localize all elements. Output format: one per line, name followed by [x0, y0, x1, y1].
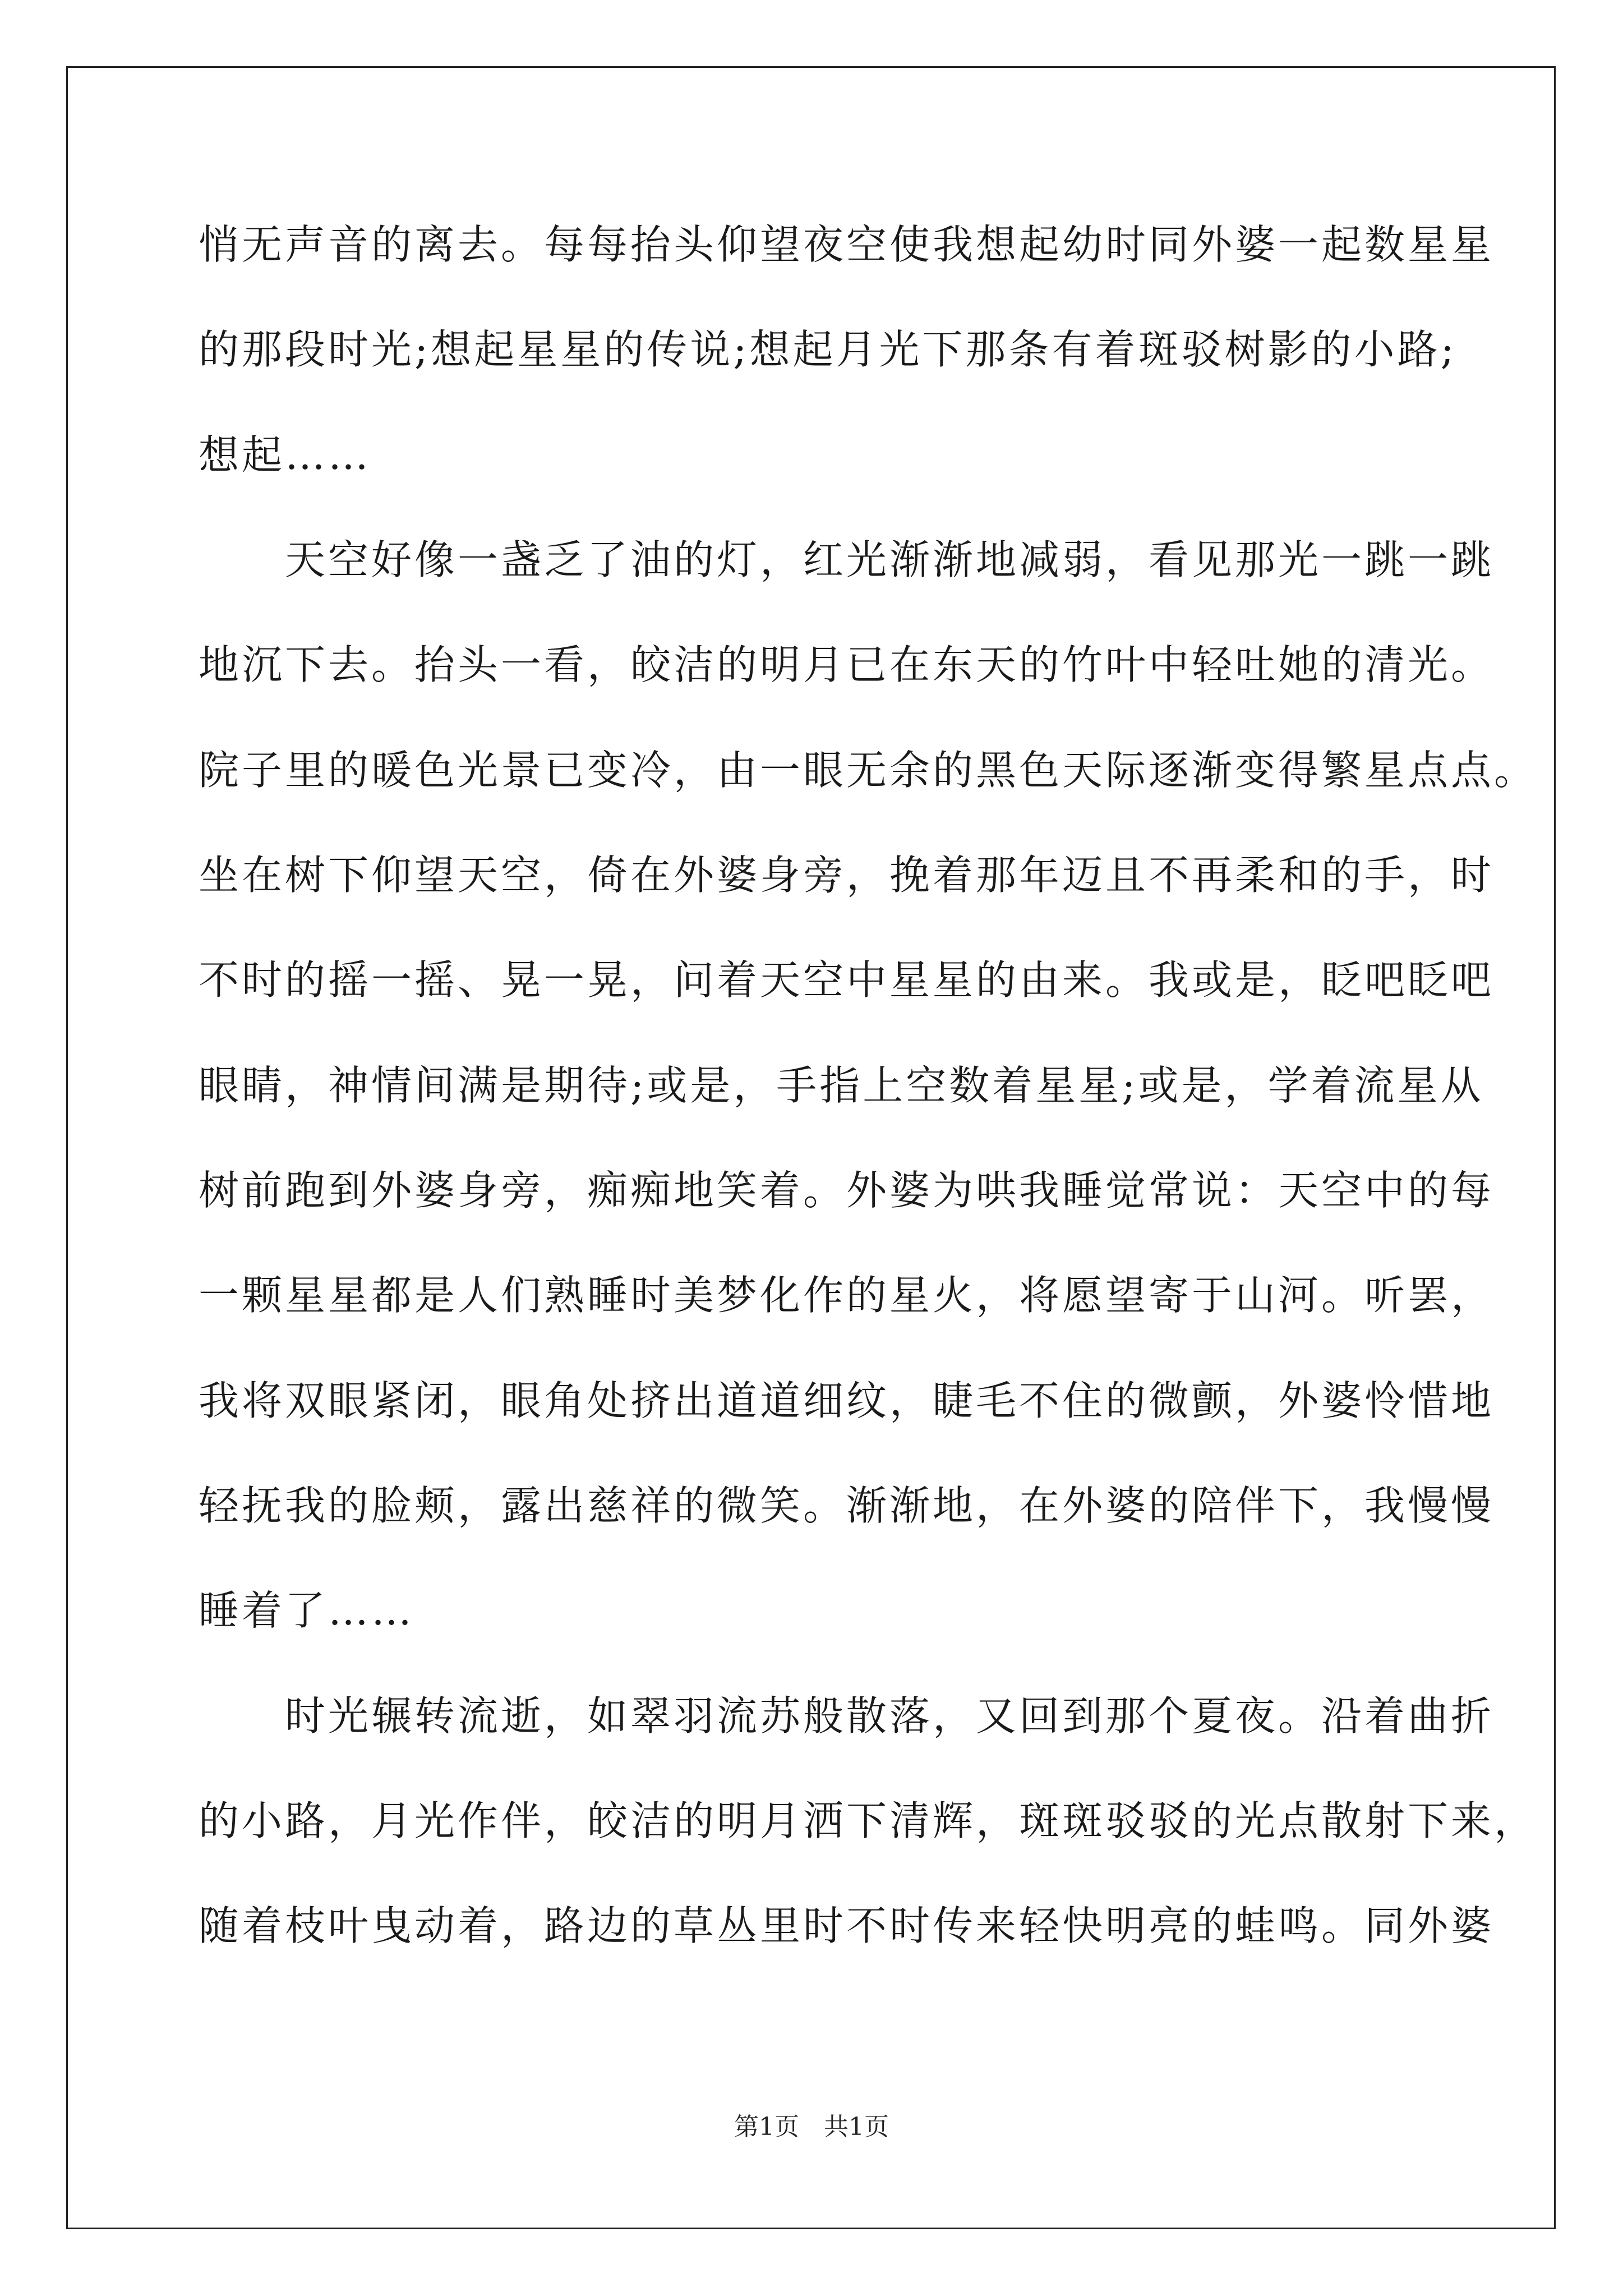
text-line-4: 天空好像一盏乏了油的灯，红光渐渐地减弱，看见那光一跳一跳 — [199, 536, 1495, 583]
text-line-16: 的小路，月光作伴，皎洁的明月洒下清辉，斑斑驳驳的光点散射下来， — [199, 1797, 1538, 1844]
text-line-7: 坐在树下仰望天空，倚在外婆身旁，挽着那年迈且不再柔和的手，时 — [199, 852, 1495, 899]
text-line-3: 想起…… — [199, 431, 372, 478]
text-line-11: 一颗星星都是人们熟睡时美梦化作的星火，将愿望寄于山河。听罢， — [199, 1272, 1495, 1319]
text-line-13: 轻抚我的脸颊，露出慈祥的微笑。渐渐地，在外婆的陪伴下，我慢慢 — [199, 1482, 1495, 1529]
text-line-15: 时光辗转流逝，如翠羽流苏般散落，又回到那个夏夜。沿着曲折 — [199, 1692, 1495, 1740]
text-line-5: 地沉下去。抬头一看，皎洁的明月已在东天的竹叶中轻吐她的清光。 — [199, 641, 1495, 688]
text-line-10: 树前跑到外婆身旁，痴痴地笑着。外婆为哄我睡觉常说：天空中的每 — [199, 1167, 1495, 1214]
text-line-17: 随着枝叶曳动着，路边的草丛里时不时传来轻快明亮的蛙鸣。同外婆 — [199, 1902, 1495, 1949]
page-footer: 第1页 共1页 — [734, 2113, 889, 2141]
text-line-1: 悄无声音的离去。每每抬头仰望夜空使我想起幼时同外婆一起数星星 — [199, 221, 1495, 268]
text-line-12: 我将双眼紧闭，眼角处挤出道道细纹，睫毛不住的微颤，外婆怜惜地 — [199, 1377, 1495, 1424]
text-line-6: 院子里的暖色光景已变冷，由一眼无余的黑色天际逐渐变得繁星点点。 — [199, 747, 1538, 794]
text-line-2: 的那段时光;想起星星的传说;想起月光下那条有着斑驳树影的小路; — [199, 326, 1457, 373]
text-line-8: 不时的摇一摇、晃一晃，问着天空中星星的由来。我或是，眨吧眨吧 — [199, 956, 1495, 1004]
text-line-14: 睡着了…… — [199, 1587, 415, 1634]
text-line-9: 眼睛，神情间满是期待;或是，手指上空数着星星;或是，学着流星从 — [199, 1062, 1484, 1109]
